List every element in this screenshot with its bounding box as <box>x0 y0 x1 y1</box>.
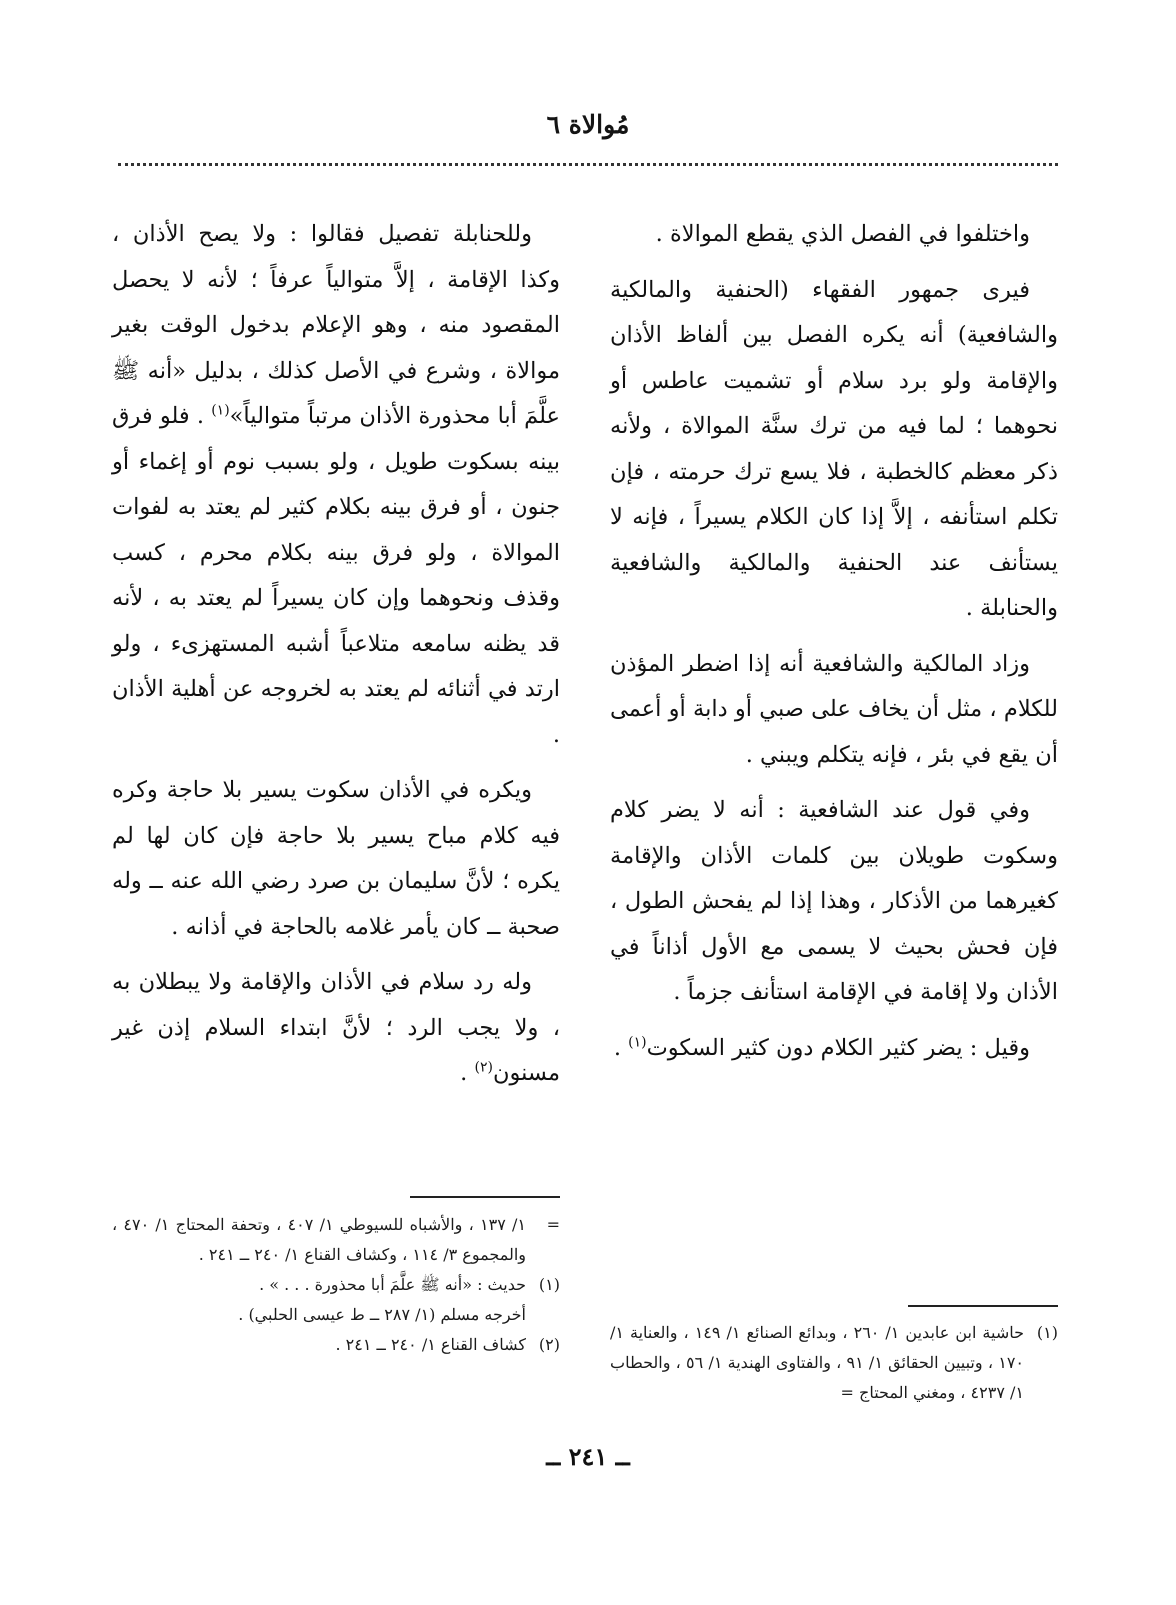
footnote-text: حاشية ابن عابدين ١/ ٢٦٠ ، وبدائع الصنائع ١/ ١٤٩ ، والعناية ١/ ١٧٠ ، وتبيين الحقائق ١/ ٩١ ، والفتاوى الهندية ١/ ٥٦ ، والحطاب ١/ ٤٢٣٧ ، ومغني المحتاج = <box>610 1323 1025 1402</box>
footnote <box>610 1318 1058 1408</box>
page-number: ــ ٢٤١ ــ <box>546 1442 630 1471</box>
footnotes-left <box>112 1210 560 1360</box>
continuation-mark: = <box>546 1215 560 1234</box>
footnote-reference[interactable]: (١) <box>628 1034 647 1050</box>
header-dotted-rule <box>118 163 1058 166</box>
paragraph: وفي قول عند الشافعية : أنه لا يضر كلام وسكوت طويلان بين كلمات الأذان والإقامة كغيرهما من الأذكار ، وهذا إذا لم يفحش الطول ، فإن فحش بحيث لا يسمى مع الأول أذاناً في الأذان ولا إقامة في الإقامة استأنف جزماً . <box>610 797 1058 1005</box>
footnotes-right <box>610 1318 1058 1408</box>
footnote-continuation <box>112 1210 560 1270</box>
footnote-separator <box>410 1196 560 1198</box>
paragraph-text-cont: . فلو فرق بينه بسكوت طويل ، ولو بسبب نوم أو إغماء أو جنون ، أو فرق بينه بكلام كثير لم يعتد به لفوات الموالاة ، ولو فرق بينه بكلام محرم ، كسب وقذف ونحوهما وإن كان يسيراً لم يعتد به ، لأنه قد يظنه سامعه متلاعباً أشبه المستهزىء ، ولو ارتد في أثنائه لم يعتد به لخروجه عن أهلية الأذان . <box>112 403 560 748</box>
paragraph-text: وقيل : يضر كثير الكلام دون كثير السكوت <box>646 1034 1030 1061</box>
left-column <box>112 212 560 1107</box>
footnote <box>112 1330 560 1360</box>
footnote-text: حديث : «أنه ﷺ علَّمَ أبا محذورة . . . » . <box>259 1275 526 1294</box>
paragraph-text: وله رد سلام في الأذان والإقامة ولا يبطلان به ، ولا يجب الرد ؛ لأنَّ ابتداء السلام إذن غير مسنون <box>112 969 560 1086</box>
paragraph <box>112 960 560 1097</box>
paragraph: وزاد المالكية والشافعية أنه إذا اضطر المؤذن للكلام ، مثل أن يخاف على صبي أو دابة أو أعمى أن يقع في بئر ، فإنه يتكلم ويبني . <box>610 650 1058 768</box>
paragraph-end: . <box>460 1060 475 1086</box>
footnote-number: (٢) <box>538 1335 560 1354</box>
paragraph-end: . <box>613 1034 629 1061</box>
footnote-number: (١) <box>1036 1323 1058 1342</box>
paragraph: ويكره في الأذان سكوت يسير بلا حاجة وكره فيه كلام مباح يسير بلا حاجة فإن كان لها لم يكره ؛ لأنَّ سليمان بن صرد رضي الله عنه ــ وله صحبة ــ كان يأمر غلامه بالحاجة في أذانه . <box>112 777 560 940</box>
right-column <box>610 212 1058 1081</box>
paragraph: واختلفوا في الفصل الذي يقطع الموالاة . <box>655 221 1030 247</box>
paragraph <box>112 212 560 758</box>
footnote-text: ١/ ١٣٧ ، والأشباه للسيوطي ١/ ٤٠٧ ، وتحفة المحتاج ١/ ٤٧٠ ، والمجموع ٣/ ١١٤ ، وكشاف القناع ١/ ٢٤٠ ــ ٢٤١ . <box>112 1215 527 1264</box>
footnote <box>112 1270 560 1300</box>
paragraph: فيرى جمهور الفقهاء (الحنفية والمالكية والشافعية) أنه يكره الفصل بين ألفاظ الأذان والإقامة ولو برد سلام أو تشميت عاطس أو نحوهما ؛ لما فيه من ترك سنَّة الموالاة ، ولأنه ذكر معظم كالخطبة ، فلا يسع ترك حرمته ، فإن تكلم استأنفه ، إلاَّ إذا كان الكلام يسيراً ، فإنه لا يستأنف عند الحنفية والمالكية والشافعية والحنابلة . <box>610 276 1058 621</box>
footnote-number: (١) <box>538 1275 560 1294</box>
footnote-separator <box>908 1305 1058 1307</box>
paragraph-text: وللحنابلة تفصيل فقالوا : ولا يصح الأذان ، وكذا الإقامة ، إلاَّ متوالياً عرفاً ؛ لأنه لا يحصل المقصود منه ، وهو الإعلام بدخول الوقت بغير موالاة ، وشرع في الأصل كذلك ، بدليل «أنه ﷺ علَّمَ أبا محذورة الأذان مرتباً متوالياً» <box>112 221 560 429</box>
paragraph <box>610 1026 1058 1072</box>
page-header-title: مُوالاة ٦ <box>546 110 630 139</box>
footnote-text: كشاف القناع ١/ ٢٤٠ ــ ٢٤١ . <box>335 1335 526 1354</box>
footnote-reference[interactable]: (١) <box>211 402 230 419</box>
footnote-reference[interactable]: (٢) <box>474 1059 493 1076</box>
footnote-subline: أخرجه مسلم (١/ ٢٨٧ ــ ط عيسى الحلبي) . <box>238 1305 526 1324</box>
